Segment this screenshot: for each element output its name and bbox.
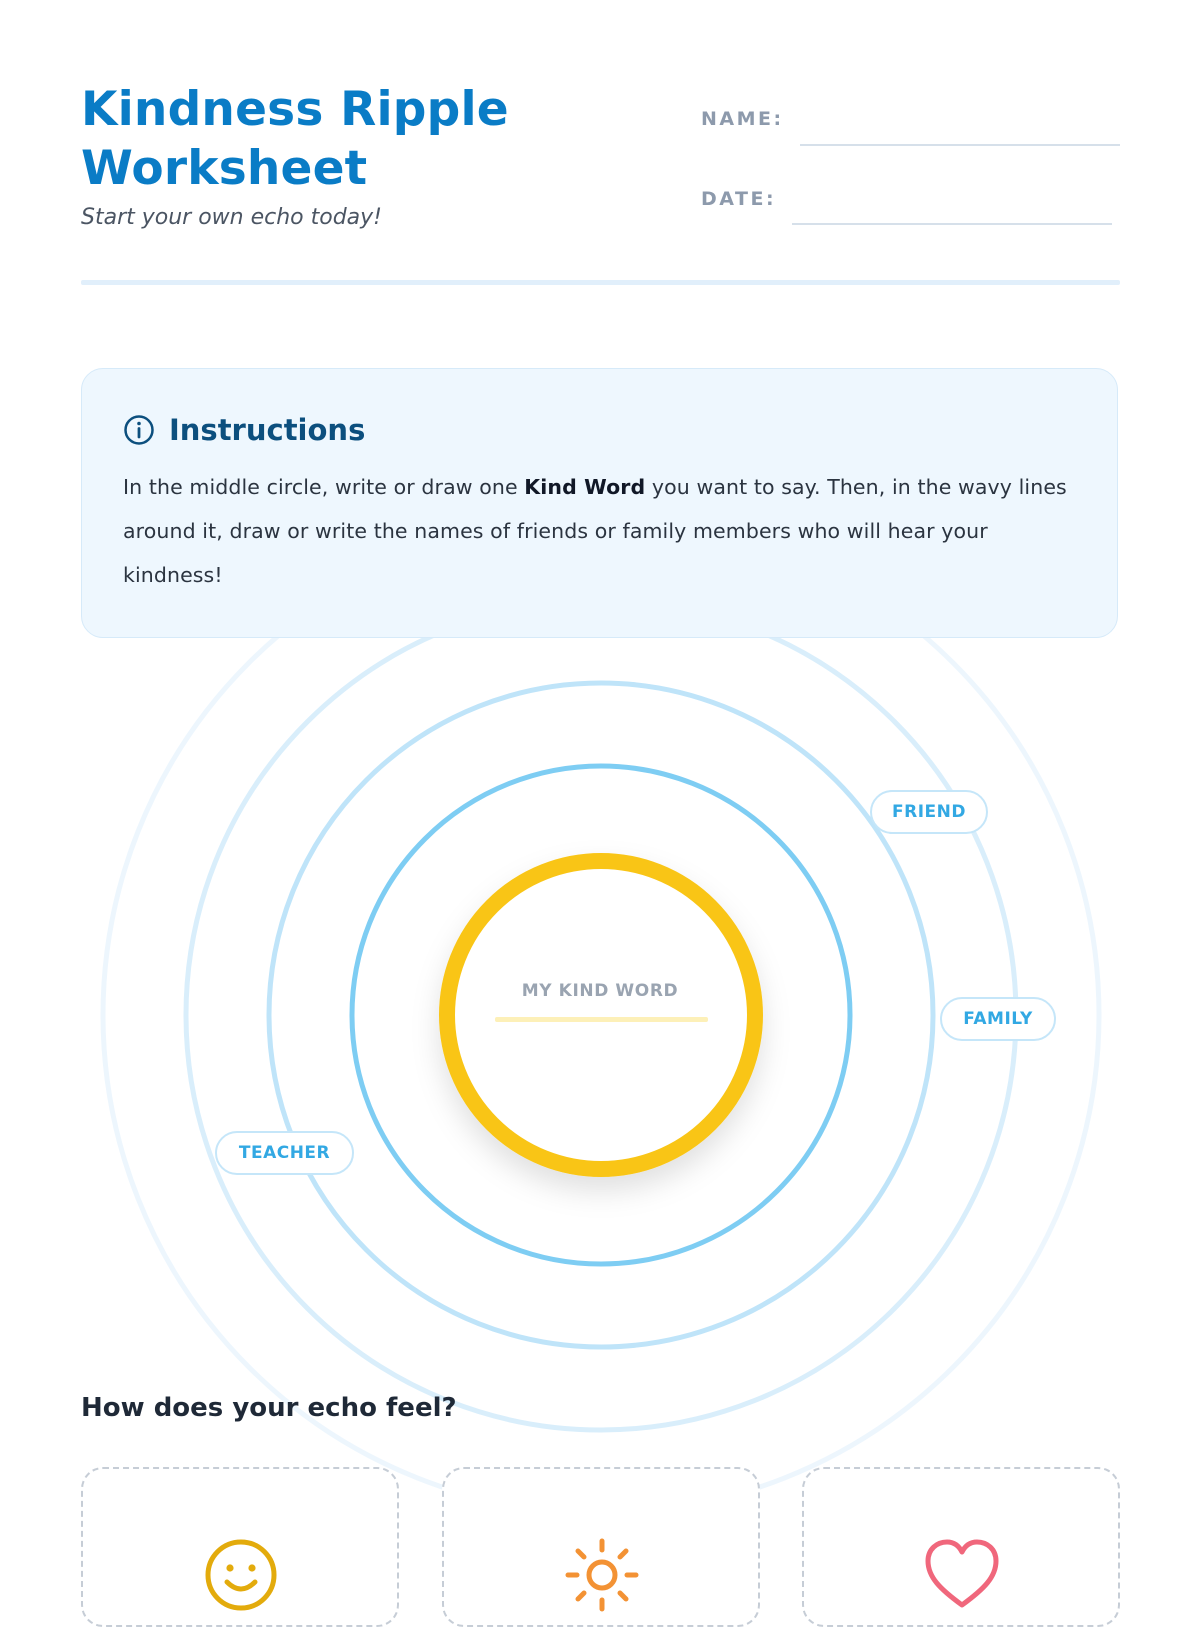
kind-word-circle: [447, 861, 755, 1169]
instructions-box: [81, 368, 1118, 638]
tag-teacher: TEACHER: [215, 1131, 354, 1175]
kind-word-write-line[interactable]: [495, 1017, 708, 1022]
name-label: NAME:: [701, 108, 784, 130]
info-icon: [123, 414, 155, 446]
instructions-text-start: In the middle circle, write or draw one: [123, 475, 525, 499]
worksheet-subtitle: Start your own echo today!: [81, 205, 382, 230]
feelings-title: How does your echo feel?: [81, 1393, 457, 1423]
feeling-card-heart[interactable]: [802, 1467, 1120, 1627]
date-label: DATE:: [701, 188, 777, 210]
worksheet-title-text: Kindness Ripple Worksheet: [81, 82, 509, 196]
kind-word-label: MY KIND WORD: [521, 981, 679, 1001]
instructions-kind-word: Kind Word: [524, 475, 646, 499]
feeling-card-sun[interactable]: [442, 1467, 760, 1627]
heart-icon: [922, 1535, 1002, 1615]
smiley-icon: [201, 1535, 281, 1615]
instructions-text: [123, 465, 1077, 597]
tag-family: FAMILY: [940, 997, 1056, 1041]
instructions-text-end: you want to say. Then, in the wavy lines around it, draw or write the names of friends or family members who will hear your kindness!: [123, 475, 1067, 587]
instructions-header: [123, 413, 1077, 447]
instructions-title: Instructions: [169, 413, 366, 447]
tag-friend: FRIEND: [870, 790, 988, 834]
sun-icon: [562, 1535, 642, 1615]
feeling-card-smiley[interactable]: [81, 1467, 399, 1627]
